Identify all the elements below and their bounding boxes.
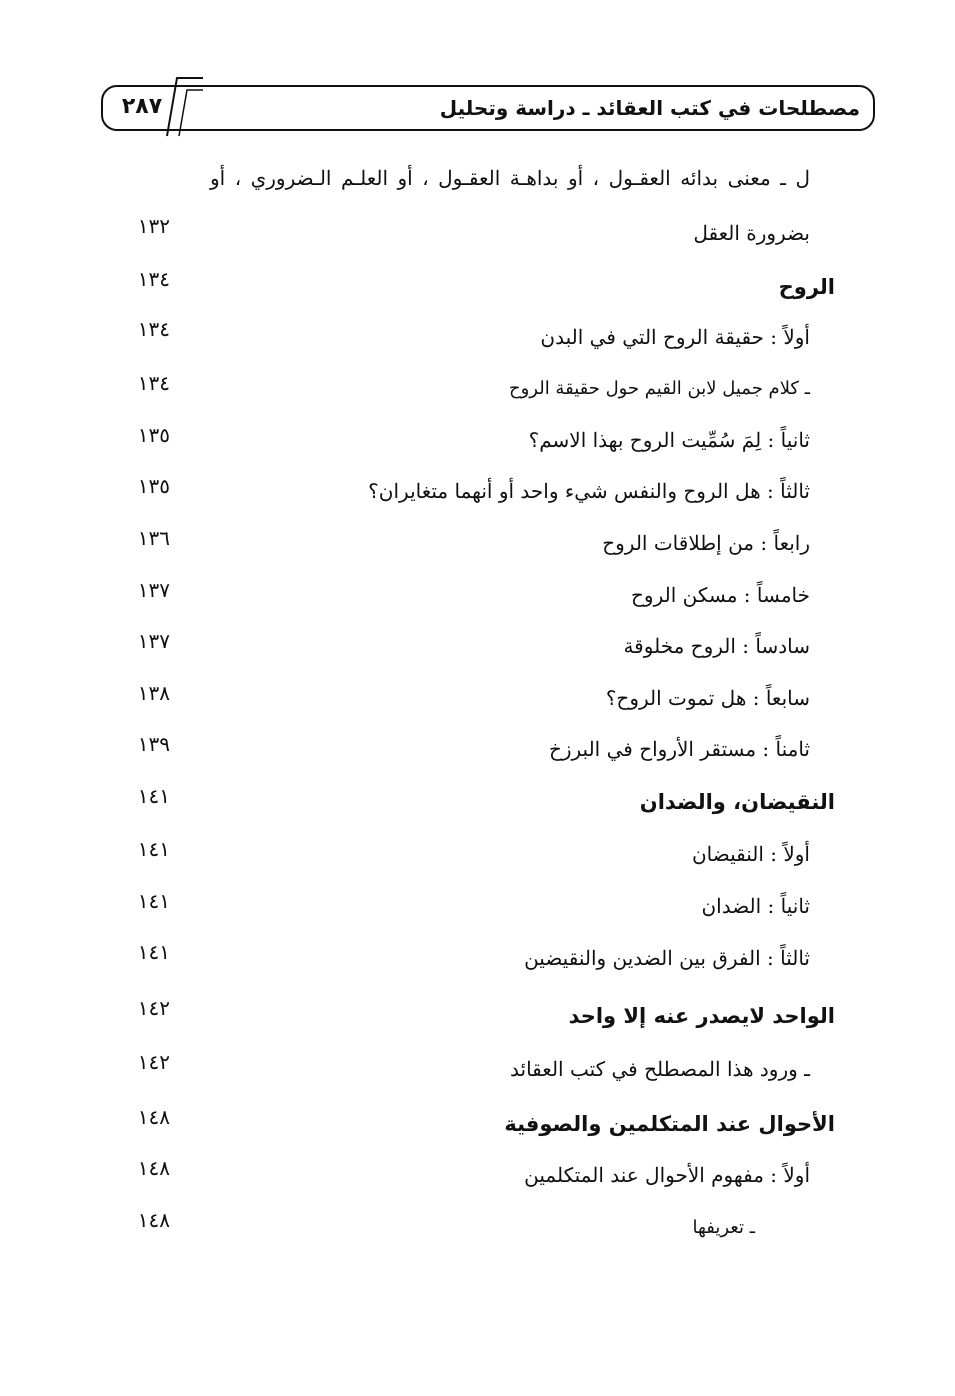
toc-section-title: الروح — [778, 275, 835, 299]
toc-entry-page: ١٣٨ — [137, 681, 170, 705]
toc-entry-page: ١٣٢ — [137, 214, 170, 238]
toc-entry-title: ثامناً : مستقر الأرواح في البرزخ — [548, 737, 810, 761]
toc-entry-page: ١٤١ — [137, 889, 170, 913]
toc-entry-page: ١٣٤ — [137, 267, 170, 291]
toc-entry-page: ١٤٨ — [137, 1208, 170, 1232]
toc-entry-page: ١٣٧ — [137, 629, 170, 653]
toc-entry-title: ثالثاً : الفرق بين الضدين والنقيضين — [524, 946, 810, 970]
toc-entry-page: ١٣٤ — [137, 317, 170, 341]
toc-entry-page: ١٣٦ — [137, 526, 170, 550]
toc-entry-page: ١٤٢ — [137, 996, 170, 1020]
toc-entry-page: ١٤١ — [137, 940, 170, 964]
toc-entry-page: ١٤٢ — [137, 1050, 170, 1074]
toc-entry-title: أولاً : حقيقة الروح التي في البدن — [540, 325, 810, 349]
toc-entry-title: أولاً : النقيضان — [691, 842, 810, 866]
toc-entry-title: رابعاً : من إطلاقات الروح — [602, 531, 810, 555]
toc-entry-page: ١٤٨ — [137, 1105, 170, 1129]
toc-entry-page: ١٤٨ — [137, 1156, 170, 1180]
toc-entry-title: ل ـ معنى بدائه العقـول ، أو بداهـة العقـول ، أو العلـم الـضروري ، أو — [210, 166, 810, 190]
toc-entry-title: أولاً : مفهوم الأحوال عند المتكلمين — [524, 1163, 810, 1187]
toc-entry-title: ـ تعريفها — [692, 1217, 755, 1238]
toc-entry-title: ـ كلام جميل لابن القيم حول حقيقة الروح — [508, 378, 810, 399]
toc-entry-page: ١٣٤ — [137, 371, 170, 395]
page-number: ٢٨٧ — [121, 94, 163, 119]
toc-entry-title: بضرورة العقل — [693, 221, 810, 245]
toc-entry-page: ١٣٥ — [137, 474, 170, 498]
book-title: مصطلحات في كتب العقائد ـ دراسة وتحليل — [439, 96, 860, 120]
toc-entry-title: ثانياً : لِمَ سُمِّيت الروح بهذا الاسم؟ — [528, 428, 810, 452]
toc-entry-page: ١٤١ — [137, 837, 170, 861]
toc-entry-page: ١٣٧ — [137, 578, 170, 602]
toc-entry-page: ١٣٥ — [137, 423, 170, 447]
toc-section-title: النقيضان، والضدان — [639, 790, 835, 814]
toc-entry-title: ـ ورود هذا المصطلح في كتب العقائد — [510, 1057, 810, 1081]
toc-entry-title: خامساً : مسكن الروح — [631, 583, 810, 607]
toc-entry-page: ١٤١ — [137, 784, 170, 808]
toc-entry-title: ثانياً : الضدان — [701, 894, 810, 918]
toc-entry-title: سادساً : الروح مخلوقة — [623, 634, 810, 658]
toc-entry-title: ثالثاً : هل الروح والنفس شيء واحد أو أنهما متغايران؟ — [368, 479, 810, 503]
toc-section-title: الواحد لايصدر عنه إلا واحد — [568, 1004, 835, 1028]
toc-entry-title: سابعاً : هل تموت الروح؟ — [605, 686, 810, 710]
toc-entry-page: ١٣٩ — [137, 732, 170, 756]
toc-section-title: الأحوال عند المتكلمين والصوفية — [504, 1112, 835, 1136]
